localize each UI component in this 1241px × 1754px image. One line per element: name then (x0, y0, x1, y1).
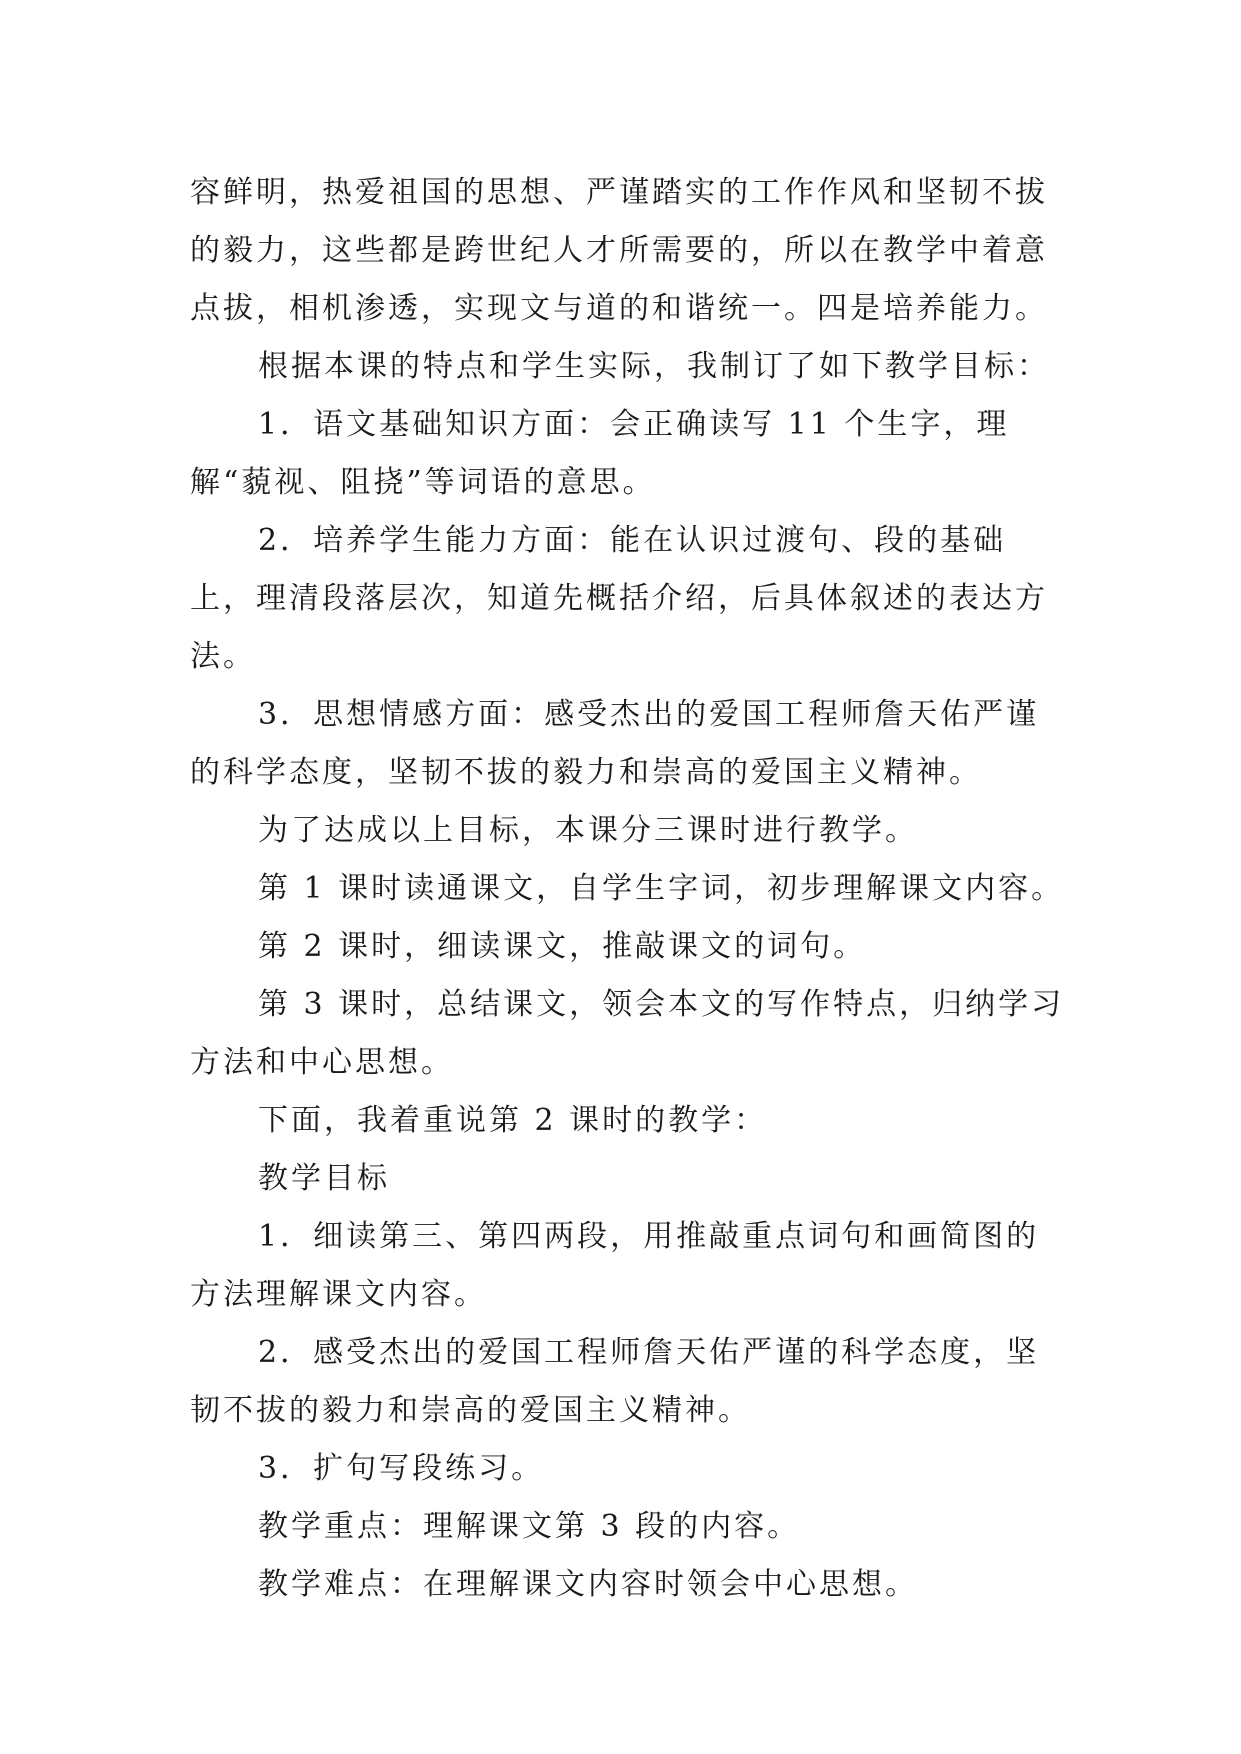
body-text (190, 164, 1070, 1614)
paragraph: 2．培养学生能力方面：能在认识过渡句、段的基础上，理清段落层次，知道先概括介绍，后具体叙述的表达方法。 (190, 523, 1048, 674)
paragraph: 教学难点：在理解课文内容时领会中心思想。 (258, 1567, 918, 1602)
paragraph: 3．思想情感方面：感受杰出的爱国工程师詹天佑严谨的科学态度，坚韧不拔的毅力和崇高的爱国主义精神。 (190, 697, 1040, 790)
paragraph: 容鲜明，热爱祖国的思想、严谨踏实的工作作风和坚韧不拔的毅力，这些都是跨世纪人才所需要的，所以在教学中着意点拔，相机渗透，实现文与道的和谐统一。四是培养能力。 (190, 175, 1048, 326)
paragraph: 1．细读第三、第四两段，用推敲重点词句和画简图的方法理解课文内容。 (190, 1219, 1040, 1312)
paragraph: 2．感受杰出的爱国工程师詹天佑严谨的科学态度，坚韧不拔的毅力和崇高的爱国主义精神。 (190, 1335, 1040, 1428)
paragraph: 根据本课的特点和学生实际，我制订了如下教学目标： (258, 349, 1050, 384)
paragraph: 为了达成以上目标，本课分三课时进行教学。 (258, 813, 918, 848)
section-heading: 教学目标 (258, 1161, 390, 1196)
paragraph: 教学重点：理解课文第 3 段的内容。 (258, 1509, 801, 1544)
paragraph: 第 3 课时，总结课文，领会本文的写作特点，归纳学习方法和中心思想。 (190, 987, 1065, 1080)
paragraph: 1．语文基础知识方面：会正确读写 11 个生字，理解“藐视、阻挠”等词语的意思。 (190, 407, 1010, 500)
paragraph: 第 2 课时，细读课文，推敲课文的词句。 (258, 929, 867, 964)
paragraph: 第 1 课时读通课文，自学生字词，初步理解课文内容。 (258, 871, 1065, 906)
paragraph: 3．扩句写段练习。 (258, 1451, 545, 1486)
paragraph: 下面，我着重说第 2 课时的教学： (258, 1103, 768, 1138)
